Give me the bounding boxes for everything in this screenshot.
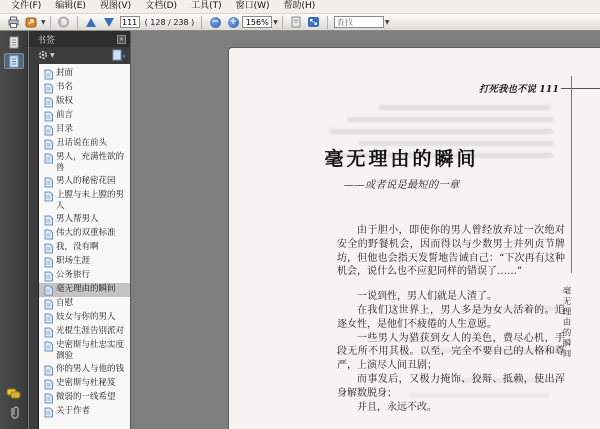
toolbar-separator <box>282 16 283 29</box>
ghost-text-line <box>329 129 553 134</box>
bookmark-page-icon <box>44 111 54 122</box>
chapter-subtitle: ——或者说是最短的一章 <box>343 179 460 191</box>
bookmark-label: 关于作者 <box>56 406 91 416</box>
bookmark-page-icon <box>44 243 54 254</box>
navigation-strip <box>0 31 28 429</box>
toolbar-separator <box>50 16 51 29</box>
bookmark-page-icon <box>44 407 54 418</box>
bookmark-label: 版权 <box>56 96 74 106</box>
zoom-level-value: 156% <box>245 17 269 27</box>
up-arrow-icon <box>86 18 96 27</box>
toolbar-separator <box>201 16 202 29</box>
toolbar <box>0 14 600 31</box>
bookmark-label: 前言 <box>56 110 74 120</box>
workspace <box>0 31 600 429</box>
zoom-level-select[interactable] <box>242 16 272 28</box>
bookmarks-icon <box>8 55 20 68</box>
bookmarks-options-row <box>29 47 130 63</box>
menu-item[interactable]: 帮助(H) <box>283 1 316 11</box>
bookmark-label: 自慰 <box>56 298 74 308</box>
export-button[interactable] <box>23 15 39 30</box>
bookmark-item[interactable] <box>39 283 130 297</box>
bookmark-item[interactable] <box>39 405 130 419</box>
bookmarks-panel <box>29 31 131 429</box>
bookmark-label: 丑话说在前头 <box>56 138 108 148</box>
bookmark-page-icon <box>44 285 54 296</box>
bookmark-page-icon <box>44 327 54 338</box>
pages-panel-button[interactable] <box>4 34 24 50</box>
bookmark-page-icon <box>44 229 54 240</box>
bookmark-label: 你的男人与他的钱 <box>56 364 125 374</box>
paragraph: 一说到性，男人们就是人渣了。 <box>357 291 497 303</box>
bookmark-list <box>38 64 130 429</box>
single-page-icon <box>290 16 302 28</box>
bookmark-label: 封面 <box>56 68 74 78</box>
ghost-text-line <box>347 117 553 122</box>
paragraph: 而事发后，又极力掩饰、狡辩、抵赖，使出浑身解数脱身； <box>337 373 565 399</box>
zoom-in-button[interactable] <box>225 15 241 30</box>
previous-view-button[interactable] <box>56 15 72 30</box>
bookmarks-panel-button[interactable] <box>4 53 24 69</box>
fit-page-icon <box>307 16 320 28</box>
bookmark-label: 目录 <box>56 124 74 134</box>
bookmark-label: 史密斯与杜忠实度测验 <box>56 340 125 361</box>
bookmark-page-icon <box>44 191 54 202</box>
header-rule <box>561 88 600 89</box>
page-count-label: ( 128 / 238 ) <box>144 17 195 27</box>
bookmark-item[interactable] <box>39 123 130 137</box>
bookmark-item[interactable] <box>39 227 130 241</box>
bookmark-page-icon <box>44 177 54 188</box>
zoom-out-button[interactable] <box>207 15 223 30</box>
bookmark-page-icon <box>44 313 54 324</box>
bookmark-item[interactable] <box>39 363 130 377</box>
bookmark-page-icon <box>44 83 54 94</box>
export-dropdown-caret[interactable]: ▼ <box>41 18 46 26</box>
bookmark-label: 伟大的双重标准 <box>56 228 116 238</box>
bookmark-page-icon <box>44 153 54 164</box>
bookmark-page-icon <box>44 271 54 282</box>
menu-bar <box>0 0 600 14</box>
print-button[interactable] <box>5 15 21 30</box>
bookmarks-panel-title: 书签 <box>37 35 56 46</box>
bookmark-label: 史密斯与杜秘笈 <box>56 378 116 388</box>
bookmark-label: 书名 <box>56 82 74 92</box>
running-header: 打死我也不说 111 <box>478 84 559 95</box>
bookmark-item[interactable] <box>39 255 130 269</box>
export-icon <box>25 16 38 28</box>
bookmark-item[interactable] <box>39 109 130 123</box>
menu-item[interactable]: 窗口(W) <box>235 1 270 11</box>
single-page-view-button[interactable] <box>288 15 304 30</box>
printer-icon <box>7 16 20 28</box>
paragraph: 并且，永远不改。 <box>357 401 437 413</box>
page-number-input[interactable] <box>120 16 140 28</box>
bookmark-label: 我，没有啊 <box>56 242 99 252</box>
find-input[interactable] <box>334 16 384 28</box>
paragraph: 在我们这世界上，男人多是为女人活着的。追逐女性，是他们不疲倦的人生意愿。 <box>337 304 565 330</box>
bookmark-label: 男人的秘密花园 <box>56 176 116 186</box>
paragraph: 由于胆小，即使你的男人曾经放弃过一次绝对安全的野餐机会，因而得以与少数男士并列贞节牌坊，但他也会指天发誓地告诫自己：“下次再有这种机会，说什么也不应犯同样的错误了……” <box>337 225 565 278</box>
bookmark-item[interactable] <box>39 137 130 151</box>
toolbar-separator <box>77 16 78 29</box>
paragraph: 一些男人为猎获到女人的美色，费尽心机，手段无所不用其极。以至，完全不要自己的人格和尊严，上演尽人间丑剧； <box>337 332 565 372</box>
zoom-out-icon: − <box>211 16 220 27</box>
margin-chapter-label: 毫无理由的瞬间 <box>561 286 571 360</box>
bookmark-item[interactable] <box>39 297 130 311</box>
bookmark-label: 公务旅行 <box>56 270 91 280</box>
bookmark-item[interactable] <box>39 391 130 405</box>
ghost-text-line <box>379 105 551 110</box>
bookmark-item[interactable] <box>39 95 130 109</box>
bookmark-item[interactable] <box>39 175 130 189</box>
bookmark-item[interactable] <box>39 213 130 227</box>
bookmark-item[interactable] <box>39 241 130 255</box>
fit-page-button[interactable] <box>306 15 322 30</box>
menu-item[interactable]: 文件(F) <box>11 1 42 11</box>
bookmark-page-icon <box>44 257 54 268</box>
toolbar-separator <box>327 16 328 29</box>
bookmark-page-icon <box>44 125 54 136</box>
bookmark-label: 妓女与你的男人 <box>56 312 116 322</box>
bookmark-page-icon <box>44 299 54 310</box>
pages-icon <box>8 36 20 49</box>
bookmark-item[interactable] <box>39 81 130 95</box>
bookmarks-panel-header <box>29 31 130 47</box>
options-gear-icon[interactable] <box>37 49 49 61</box>
expand-bookmark-icon[interactable] <box>112 49 126 61</box>
menu-item[interactable]: 工具(T) <box>191 1 222 11</box>
bookmark-label: 上膛与未上膛的男人 <box>56 190 125 211</box>
bookmark-label: 光棍生涯告别派对 <box>56 326 125 336</box>
attachments-panel-button[interactable] <box>4 404 24 420</box>
find-dropdown-caret[interactable]: ▼ <box>384 18 390 26</box>
bookmark-page-icon <box>44 139 54 150</box>
bookmark-page-icon <box>44 379 54 390</box>
bookmark-page-icon <box>44 341 54 352</box>
bookmark-item[interactable] <box>39 269 130 283</box>
bookmark-label: 毫无理由的瞬间 <box>56 284 116 294</box>
chapter-title: 毫无理由的瞬间 <box>324 148 479 170</box>
bookmark-page-icon <box>44 97 54 108</box>
comments-icon <box>6 388 22 401</box>
bookmark-page-icon <box>44 215 54 226</box>
menu-item[interactable]: 视图(V) <box>99 1 132 11</box>
bookmark-page-icon <box>44 69 54 80</box>
options-caret-icon[interactable]: ▼ <box>50 51 55 59</box>
bookmark-item[interactable] <box>39 377 130 391</box>
bookmark-label: 男人帮男人 <box>56 214 99 224</box>
margin-rule <box>571 76 572 273</box>
bookmark-page-icon <box>44 393 54 404</box>
zoom-in-icon: + <box>229 16 238 27</box>
previous-page-button[interactable] <box>83 15 99 30</box>
next-page-button[interactable] <box>101 15 117 30</box>
paperclip-icon <box>8 405 21 420</box>
menu-item[interactable]: 文档(D) <box>145 1 178 11</box>
bookmark-label: 职场生涯 <box>56 256 91 266</box>
bookmark-item[interactable] <box>39 339 130 363</box>
previous-view-icon <box>57 16 70 28</box>
bookmark-item[interactable] <box>39 189 130 213</box>
bookmark-page-icon <box>44 365 54 376</box>
comments-panel-button[interactable] <box>4 386 24 402</box>
bookmark-label: 微弱的一线希望 <box>56 392 116 402</box>
bookmark-item[interactable] <box>39 311 130 325</box>
body-text <box>337 224 565 414</box>
bookmark-item[interactable] <box>39 151 130 175</box>
bookmark-label: 男人，充满性欲的兽 <box>56 152 125 173</box>
down-arrow-icon <box>104 18 114 27</box>
document-area[interactable] <box>132 31 600 429</box>
menu-item[interactable]: 编辑(E) <box>55 1 86 11</box>
bookmark-item[interactable] <box>39 67 130 81</box>
panel-close-button[interactable]: × <box>118 35 125 43</box>
zoom-dropdown-caret[interactable]: ▼ <box>273 18 278 26</box>
document-page <box>228 47 600 429</box>
bookmark-item[interactable] <box>39 325 130 339</box>
